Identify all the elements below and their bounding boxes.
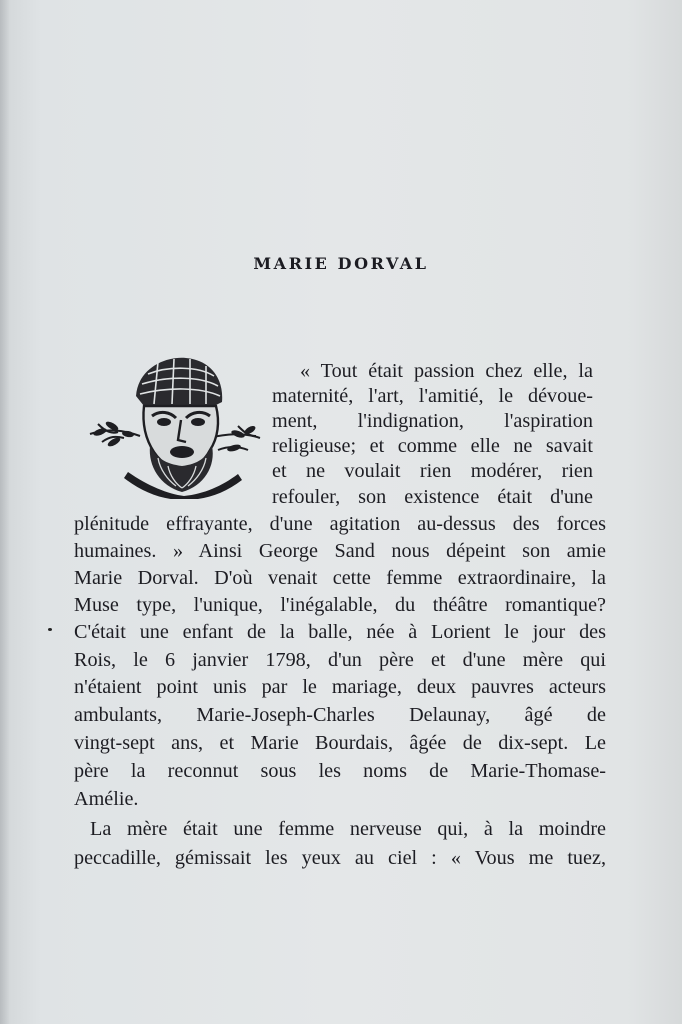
body-line-11: C'était une enfant de la balle, née à Lorient le jour des xyxy=(74,621,606,643)
body-line-12: Rois, le 6 janvier 1798, d'un père et d'une mère qui xyxy=(74,649,606,671)
body-line-6: refouler, son existence était d'une xyxy=(272,486,593,508)
body-line-13: n'étaient point unis par le mariage, deux pauvres acteurs xyxy=(74,676,606,698)
page-gutter-shadow xyxy=(0,0,10,1024)
body-line-15: vingt-sept ans, et Marie Bourdais, âgée de dix-sept. Le xyxy=(74,732,606,754)
body-line-10: Muse type, l'unique, l'inégalable, du théâtre romantique? xyxy=(74,594,606,616)
chapter-heading: MARIE DORVAL xyxy=(253,254,429,273)
carved-mask-head-with-laurel-icon xyxy=(88,354,262,499)
body-line-2: maternité, l'art, l'amitié, le dévoue- xyxy=(272,385,593,407)
stray-ink-mark xyxy=(48,628,52,631)
body-line-8: humaines. » Ainsi George Sand nous dépeint son amie xyxy=(74,540,606,562)
body-line-3: ment, l'indignation, l'aspiration xyxy=(272,410,593,432)
body-line-14: ambulants, Marie-Joseph-Charles Delaunay, âgé de xyxy=(74,704,606,726)
body-line-19: peccadille, gémissait les yeux au ciel : « Vous me tuez, xyxy=(74,847,606,869)
body-line-9: Marie Dorval. D'où venait cette femme extraordinaire, la xyxy=(74,567,606,589)
body-line-4: religieuse; et comme elle ne savait xyxy=(272,435,593,457)
body-line-17: Amélie. xyxy=(74,788,139,810)
body-line-16: père la reconnut sous les noms de Marie-Thomase- xyxy=(74,760,606,782)
body-line-5: et ne voulait rien modérer, rien xyxy=(272,460,593,482)
body-line-1: « Tout était passion chez elle, la xyxy=(300,360,593,382)
body-line-18: La mère était une femme nerveuse qui, à la moindre xyxy=(90,818,606,840)
body-line-7: plénitude effrayante, d'une agitation au-dessus des forces xyxy=(74,513,606,535)
